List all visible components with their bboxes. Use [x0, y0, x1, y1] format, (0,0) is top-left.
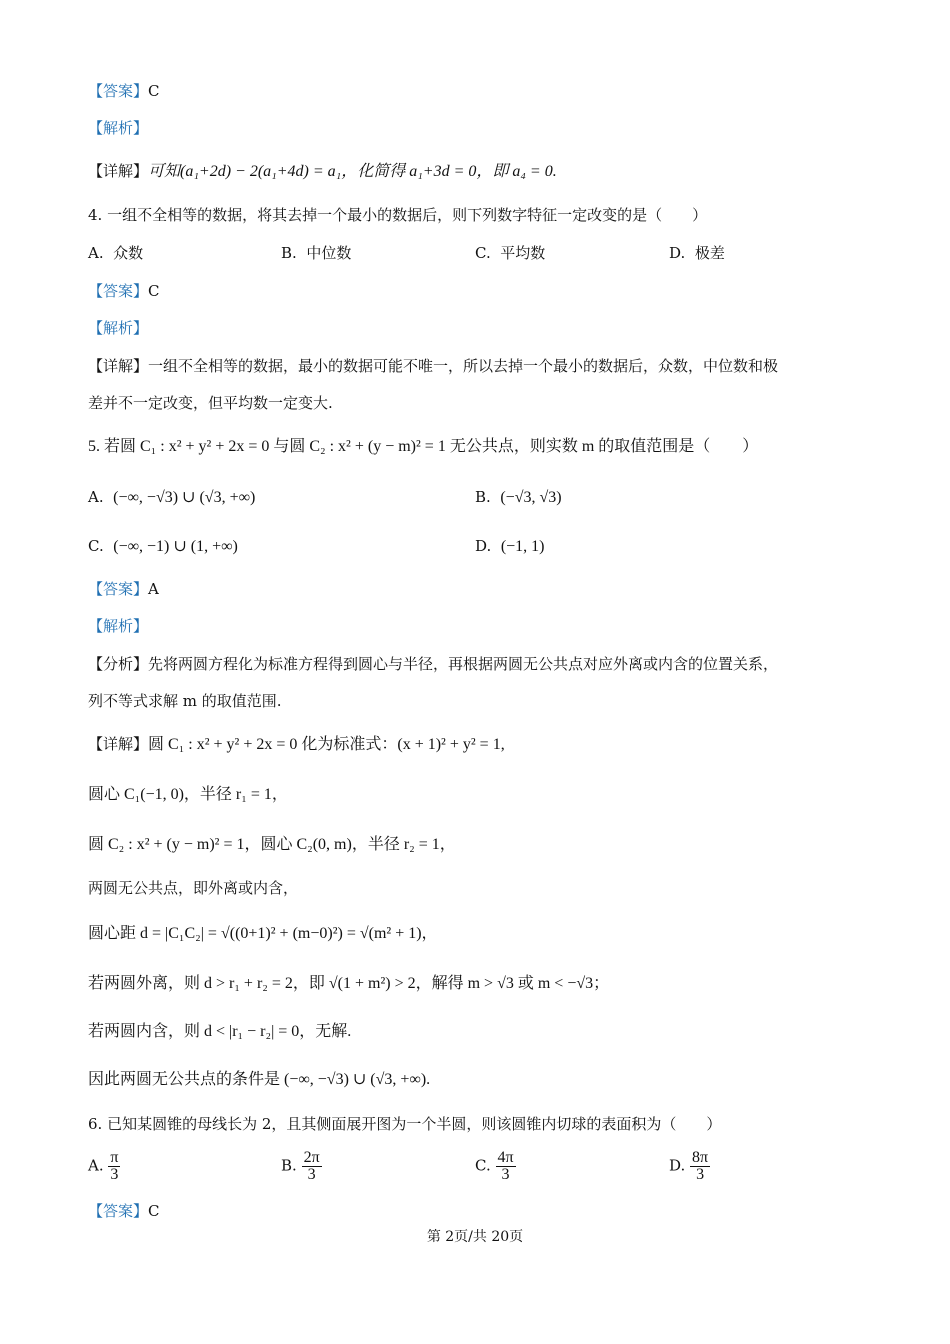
- q5-option-c: C. (−∞, −1) ∪ (1, +∞): [88, 537, 238, 555]
- q5-option-b: B. (−√3, √3): [475, 488, 562, 506]
- q3-detail: [88, 160, 557, 183]
- q5-step-4: 两圆无公共点，即外离或内含，: [88, 879, 299, 897]
- q4-question: 4. 一组不全相等的数据，将其去掉一个最小的数据后，则下列数字特征一定改变的是（ ）: [88, 206, 708, 224]
- q4-option-c: C. 平均数: [475, 244, 546, 262]
- q5-step-2: 圆心 C₁(−1, 0)，半径 r₁ = 1，: [88, 786, 288, 803]
- q5-step-3: 圆 C₂ : x² + (y − m)² = 1，圆心 C₂(0, m)，半径 r₂ = 1，: [88, 836, 456, 853]
- q6-option-c: C. $\frac{4\pi}{3}$: [475, 1149, 514, 1183]
- q6-answer: 【答案】C: [88, 1202, 160, 1220]
- page-footer: 第 2页/共 20页: [426, 1229, 524, 1245]
- q5-analysis-line2: 列不等式求解 m 的取值范围.: [88, 692, 282, 710]
- q5-step-6: 若两圆外离，则 d > r₁ + r₂ = 2，即 √(1 + m²) > 2，解得 m > √3 或 m < −√3；: [88, 975, 610, 992]
- q3-answer: [88, 80, 160, 102]
- answer-tag: 【答案】: [88, 82, 149, 100]
- q4-option-b: B. 中位数: [281, 244, 352, 262]
- detail-tag: 【详解】: [88, 162, 149, 180]
- q5-option-a: A. (−∞, −√3) ∪ (√3, +∞): [88, 488, 256, 506]
- q5-analysis-tag: 【解析】: [88, 617, 149, 635]
- q6-option-d: D. $\frac{8\pi}{3}$: [669, 1149, 709, 1183]
- q5-option-d: D. (−1, 1): [475, 537, 545, 555]
- detail-text: 可知(a₁+2d) − 2(a₁+4d) = a₁，化简得 a₁+3d = 0，即 a₄ = 0.: [148, 163, 557, 180]
- q6-option-b: B. $\frac{2\pi}{3}$: [281, 1149, 320, 1183]
- q5-answer: 【答案】A: [88, 580, 159, 598]
- q4-option-a: A. 众数: [88, 244, 144, 262]
- answer-value: C: [148, 82, 160, 100]
- q5-step-5: 圆心距 d = |C₁C₂| = √((0+1)² + (m−0)²) = √(m² + 1)，: [88, 925, 438, 942]
- q5-analysis-line1: 【分析】先将两圆方程化为标准方程得到圆心与半径，再根据两圆无公共点对应外离或内含的位置关系，: [88, 655, 779, 673]
- q5-question: 5. 若圆 C₁ : x² + y² + 2x = 0 与圆 C₂ : x² + (y − m)² = 1 无公共点，则实数 m 的取值范围是（ ）: [88, 438, 759, 455]
- q6-option-a: A. $\frac{\pi}{3}$: [88, 1149, 119, 1183]
- q4-option-d: D. 极差: [669, 244, 725, 262]
- q4-analysis-tag: 【解析】: [88, 319, 149, 337]
- q5-step-8: 因此两圆无公共点的条件是 (−∞, −√3) ∪ (√3, +∞).: [88, 1071, 431, 1088]
- q3-analysis-tag: 【解析】: [88, 119, 149, 137]
- q6-question: 6. 已知某圆锥的母线长为 2，且其侧面展开图为一个半圆，则该圆锥内切球的表面积为（ ）: [88, 1115, 722, 1133]
- q4-detail-line2: 差并不一定改变，但平均数一定变大.: [88, 394, 333, 412]
- q4-detail-line1: 【详解】一组不全相等的数据，最小的数据可能不唯一，所以去掉一个最小的数据后，众数，中位数和极: [88, 357, 779, 375]
- q5-step-7: 若两圆内含，则 d < |r₁ − r₂| = 0，无解.: [88, 1023, 352, 1040]
- q5-step-1: 【详解】圆 C₁ : x² + y² + 2x = 0 化为标准式：(x + 1)² + y² = 1,: [88, 735, 505, 753]
- q4-answer: 【答案】C: [88, 282, 160, 300]
